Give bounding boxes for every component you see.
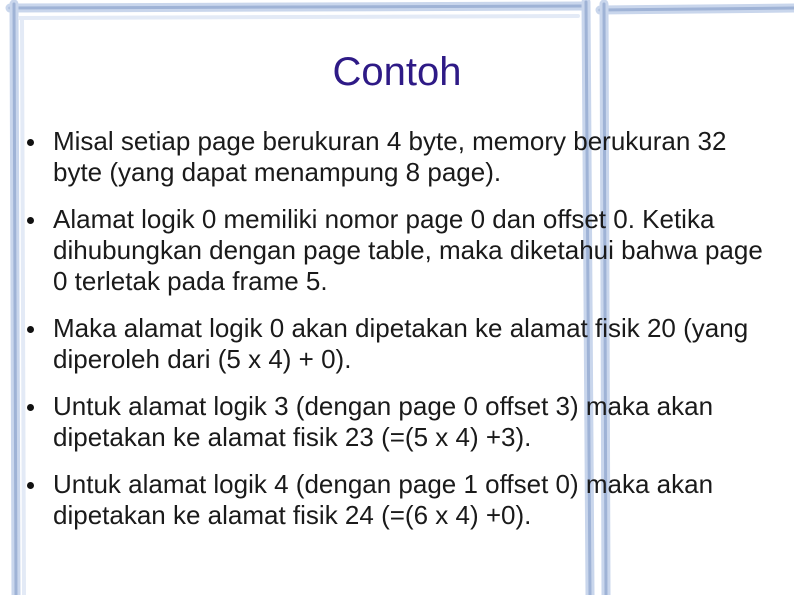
slide-title: Contoh — [332, 50, 462, 94]
bullet-dot-icon — [27, 404, 34, 411]
bullet-dot-icon — [27, 326, 34, 333]
bullet-text: Untuk alamat logik 3 (dengan page 0 offset 3) maka akan dipetakan ke alamat fisik 23 (=(5 x 4) +3). — [53, 391, 714, 452]
bullet-item — [22, 126, 774, 188]
bullet-item — [22, 469, 774, 531]
bullet-item — [22, 313, 774, 375]
bullet-dot-icon — [27, 217, 34, 224]
bullet-text: Untuk alamat logik 4 (dengan page 1 offset 0) maka akan dipetakan ke alamat fisik 24 (=(6 x 4) +0). — [53, 469, 714, 530]
bullet-text: Alamat logik 0 memiliki nomor page 0 dan offset 0. Ketika dihubungkan dengan page table, maka diketahui bahwa page 0 terletak pada frame 5. — [53, 204, 763, 296]
bullet-text: Misal setiap page berukuran 4 byte, memory berukuran 32 byte (yang dapat menampung 8 page). — [53, 126, 727, 187]
bullet-dot-icon — [27, 139, 34, 146]
bullet-list — [22, 126, 774, 547]
bullet-dot-icon — [27, 482, 34, 489]
bullet-item — [22, 204, 774, 297]
bullet-item — [22, 391, 774, 453]
bullet-text: Maka alamat logik 0 akan dipetakan ke alamat fisik 20 (yang diperoleh dari (5 x 4) + 0). — [53, 313, 749, 374]
